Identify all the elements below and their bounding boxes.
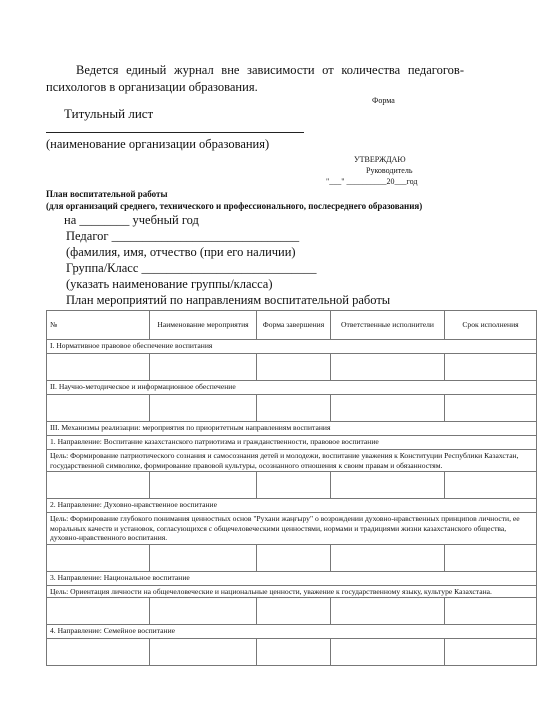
col-header-event: Наименование мероприятия <box>150 311 257 340</box>
table-row <box>47 354 537 381</box>
events-title: План мероприятий по направлениям воспитательной работы <box>66 293 391 307</box>
table-row <box>47 340 537 354</box>
section-normative: I. Нормативное правовое обеспечение воспитания <box>47 340 537 354</box>
plan-title: План воспитательной работы <box>46 189 168 199</box>
table-row <box>47 436 537 450</box>
intro-line-2: психологов в организации образования. <box>46 80 258 94</box>
table-row <box>47 499 537 513</box>
table-row <box>47 598 537 625</box>
table-row <box>47 472 537 499</box>
form-label: Форма <box>372 96 395 105</box>
approve-role: Руководитель <box>366 166 413 175</box>
plan-subtitle: (для организаций среднего, технического и профессионального, послесреднего образования) <box>46 201 423 211</box>
teacher-line: Педагог ______________________________ <box>66 229 300 243</box>
table-row <box>47 395 537 422</box>
intro-paragraph <box>46 62 464 96</box>
intro-line-1: Ведется единый журнал вне зависимости от количества педагогов- <box>76 63 464 77</box>
table-row <box>47 513 537 545</box>
plan-table-viewport <box>46 310 520 720</box>
goal-3: Цель: Ориентация личности на общечеловеческие и национальные ценности, уважение к государственному языку, культуре Казахстана. <box>47 585 537 598</box>
approve-title: УТВЕРЖДАЮ <box>354 155 406 164</box>
table-header-row <box>47 311 537 340</box>
plan-table <box>46 310 537 666</box>
direction-3: 3. Направление: Национальное воспитание <box>47 571 537 585</box>
group-line: Группа/Класс ____________________________ <box>66 261 317 275</box>
org-name-caption: (наименование организации образования) <box>46 137 270 151</box>
section-methodical: II. Научно-методическое и информационное обеспечение <box>47 381 537 395</box>
org-name-line <box>46 132 304 133</box>
goal-2: Цель: Формирование глубокого понимания ценностных основ "Рухани жаңғыру" о возрождении духовно-нравственных принципов личности, ее моральных качеств и установок, согласующихся с общечеловеческими ценностями, нормами и традициями жизни казахстанского общества, духовно-нравственного воспитания. <box>47 513 537 545</box>
direction-1: 1. Направление: Воспитание казахстанского патриотизма и гражданственности, правовое воспитание <box>47 436 537 450</box>
table-row <box>47 639 537 666</box>
table-row <box>47 381 537 395</box>
col-header-responsible: Ответственные исполнители <box>331 311 445 340</box>
table-row <box>47 422 537 436</box>
title-page-label: Титульный лист <box>64 106 154 121</box>
group-caption: (указать наименование группы/класса) <box>66 277 273 291</box>
section-mechanisms: III. Механизмы реализации: мероприятия по приоритетным направлениям воспитания <box>47 422 537 436</box>
col-header-deadline: Срок исполнения <box>445 311 537 340</box>
direction-4: 4. Направление: Семейное воспитание <box>47 625 537 639</box>
table-row <box>47 450 537 472</box>
direction-2: 2. Направление: Духовно-нравственное воспитание <box>47 499 537 513</box>
goal-1: Цель: Формирование патриотического сознания и самосознания детей и молодежи, воспитание уважения к Конституции Республики Казахстан, государственной символике, формирование правовой культуры, осознанного отношения к своим правам и обязанностям. <box>47 450 537 472</box>
table-row <box>47 585 537 598</box>
col-header-number: № <box>47 311 150 340</box>
table-row <box>47 544 537 571</box>
table-row <box>47 571 537 585</box>
teacher-caption: (фамилия, имя, отчество (при его наличии) <box>66 245 296 259</box>
approve-date: "___" __________20___год <box>326 177 418 186</box>
col-header-completion: Форма завершения <box>257 311 331 340</box>
year-line: на ________ учебный год <box>64 213 199 227</box>
table-row <box>47 625 537 639</box>
